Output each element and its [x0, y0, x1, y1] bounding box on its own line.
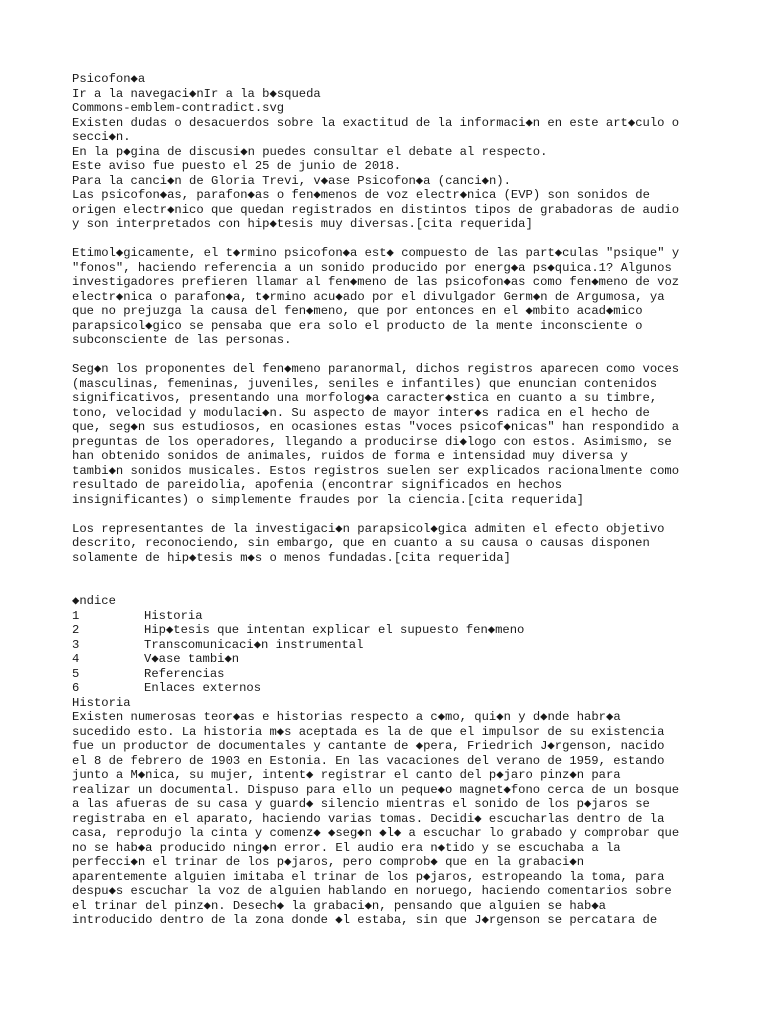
toc-number: 5 — [72, 666, 80, 681]
toc-label: Enlaces externos — [144, 681, 262, 695]
paragraph-line: (masculinas, femeninas, juveniles, seniles e infantiles) que enuncian contenidos — [72, 376, 658, 391]
notice-line: secci◆n. — [72, 130, 131, 144]
paragraph-line: descrito, reconociendo, sin embargo, que en cuanto a su causa o causas disponen — [72, 536, 650, 550]
paragraph-line: subconsciente de las personas. — [72, 333, 292, 347]
toc-label: V◆ase tambi◆n — [144, 652, 240, 666]
toc-label: Referencias — [144, 666, 225, 681]
paragraph-line: tambi◆n sonidos musicales. Estos registros suelen ser explicados racionalmente como — [72, 463, 680, 478]
toc-number: 4 — [72, 652, 80, 666]
toc-number: 6 — [72, 681, 80, 695]
paragraph-line: solamente de hip◆tesis m◆s o menos fundadas.[cita requerida] — [72, 550, 511, 565]
paragraph-line: insignificantes) o simplemente fraudes por la ciencia.[cita requerida] — [72, 492, 584, 507]
paragraph-line: no se hab◆a producido ning◆n error. El audio era n◆tido y se escuchaba a la — [72, 840, 621, 855]
notice-line: Este aviso fue puesto el 25 de junio de 2018. — [72, 159, 402, 173]
notice-line: Existen dudas o desacuerdos sobre la exactitud de la informaci◆n en este art◆culo o — [72, 115, 680, 130]
paragraph-line: aparentemente alguien imitaba el trinar de los p◆jaros, estropeando la toma, para — [72, 869, 665, 884]
paragraph-line: realizar un documental. Dispuso para ello un peque◆o magnet◆fono cerca de un bosque — [72, 782, 680, 797]
paragraph-line: Seg◆n los proponentes del fen◆meno paranormal, dichos registros aparecen como voces — [72, 362, 680, 376]
paragraph-line: significativos, presentando una morfolog◆a caracter◆stica en cuanto a su timbre, — [72, 391, 658, 405]
paragraph-line: Existen numerosas teor◆as e historias respecto a c◆mo, qui◆n y d◆nde habr◆a — [72, 710, 621, 724]
paragraph-line: perfecci◆n el trinar de los p◆jaros, pero comprob◆ que en la grabaci◆n — [72, 855, 585, 869]
paragraph-line: casa, reprodujo la cinta y comenz◆ ◆seg◆n ◆l◆ a escuchar lo grabado y comprobar que — [72, 826, 680, 840]
paragraph-line: investigadores prefieren llamar al fen◆meno de las psicofon◆as como fen◆meno de voz — [72, 275, 680, 289]
paragraph-line: el 8 de febrero de 1903 en Estonia. En las vacaciones del verano de 1959, estando — [72, 753, 665, 768]
toc-heading: ◆ndice — [72, 594, 116, 608]
paragraph-line: sucedido esto. La historia m◆s aceptada es la de que el impulsor de su existencia — [72, 724, 665, 739]
paragraph-line: preguntas de los operadores, llegando a producirse di◆logo con estos. Asimismo, se — [72, 434, 672, 449]
toc-number: 1 — [72, 608, 80, 623]
paragraph-line: a las afueras de su casa y guard◆ silencio mientras el sonido de los p◆jaros se — [72, 797, 650, 811]
toc-item-historia[interactable] — [72, 609, 712, 624]
section-heading-historia: Historia — [72, 695, 131, 710]
toc-label: Hip◆tesis que intentan explicar el supuesto fen◆meno — [144, 623, 525, 637]
paragraph-line: el trinar del pinz◆n. Desech◆ la grabaci◆n, pensando que alguien se hab◆a — [72, 898, 606, 913]
toc-number: 2 — [72, 623, 80, 637]
disambiguation-note: Para la canci◆n de Gloria Trevi, v◆ase Psicofon◆a (canci◆n). — [72, 173, 511, 188]
toc-number: 3 — [72, 637, 80, 652]
paragraph-line: "fonos", haciendo referencia a un sonido producido por energ◆a ps◆quica.1? Algunos — [72, 260, 672, 275]
toc-item-referencias[interactable] — [72, 667, 712, 682]
paragraph-line: y son interpretados con hip◆tesis muy diversas.[cita requerida] — [72, 217, 533, 231]
notice-line: En la p◆gina de discusi◆n puedes consultar el debate al respecto. — [72, 144, 548, 159]
navigation-links[interactable]: Ir a la navegaci◆nIr a la b◆squeda — [72, 86, 321, 101]
paragraph-line: Las psicofon◆as, parafon◆as o fen◆menos de voz electr◆nica (EVP) son sonidos de — [72, 188, 650, 202]
emblem-filename: Commons-emblem-contradict.svg — [72, 101, 285, 115]
toc-item-vease-tambien[interactable] — [72, 652, 712, 667]
paragraph-line: origen electr◆nico que quedan registrados en distintos tipos de grabadoras de audio — [72, 202, 680, 217]
paragraph-line: fue un productor de documentales y cantante de ◆pera, Friedrich J◆rgenson, nacido — [72, 739, 665, 753]
document-page — [72, 72, 712, 928]
paragraph-line: que no prejuzga la causa del fen◆meno, que por entonces en el ◆mbito acad◆mico — [72, 304, 643, 318]
paragraph-line: que, seg◆n sus estudiosos, en ocasiones estas "voces psicof◆nicas" han respondido a — [72, 420, 680, 434]
paragraph-line: resultado de pareidolia, apofenia (encontrar significados en hechos — [72, 478, 563, 492]
paragraph-line: han obtenido sonidos de animales, ruidos de forma e intensidad muy diversa y — [72, 449, 628, 463]
toc-item-hipotesis[interactable] — [72, 623, 712, 638]
paragraph-line: Etimol◆gicamente, el t◆rmino psicofon◆a est◆ compuesto de las part◆culas "psique" y — [72, 246, 680, 260]
paragraph-line: tono, velocidad y modulaci◆n. Su aspecto de mayor inter◆s radica en el hecho de — [72, 405, 650, 420]
toc-item-enlaces-externos[interactable] — [72, 681, 712, 696]
paragraph-line: junto a M◆nica, su mujer, intent◆ registrar el canto del p◆jaro pinz◆n para — [72, 768, 621, 782]
paragraph-line: introducido dentro de la zona donde ◆l estaba, sin que J◆rgenson se percatara de — [72, 913, 658, 927]
toc-label: Transcomunicaci◆n instrumental — [144, 637, 364, 652]
paragraph-line: Los representantes de la investigaci◆n parapsicol◆gica admiten el efecto objetivo — [72, 521, 665, 536]
paragraph-line: electr◆nica o parafon◆a, t◆rmino acu◆ado por el divulgador Germ◆n de Argumosa, ya — [72, 289, 665, 304]
page-title: Psicofon◆a — [72, 72, 146, 86]
toc-item-transcomunicacion[interactable] — [72, 638, 712, 653]
paragraph-line: parapsicol◆gico se pensaba que era solo el producto de la mente inconsciente o — [72, 318, 643, 333]
paragraph-line: despu◆s escuchar la voz de alguien hablando en noruego, haciendo comentarios sobre — [72, 884, 672, 898]
paragraph-line: registraba en el aparato, haciendo varias tomas. Decidi◆ escucharlas dentro de la — [72, 811, 665, 826]
toc-label: Historia — [144, 608, 203, 623]
